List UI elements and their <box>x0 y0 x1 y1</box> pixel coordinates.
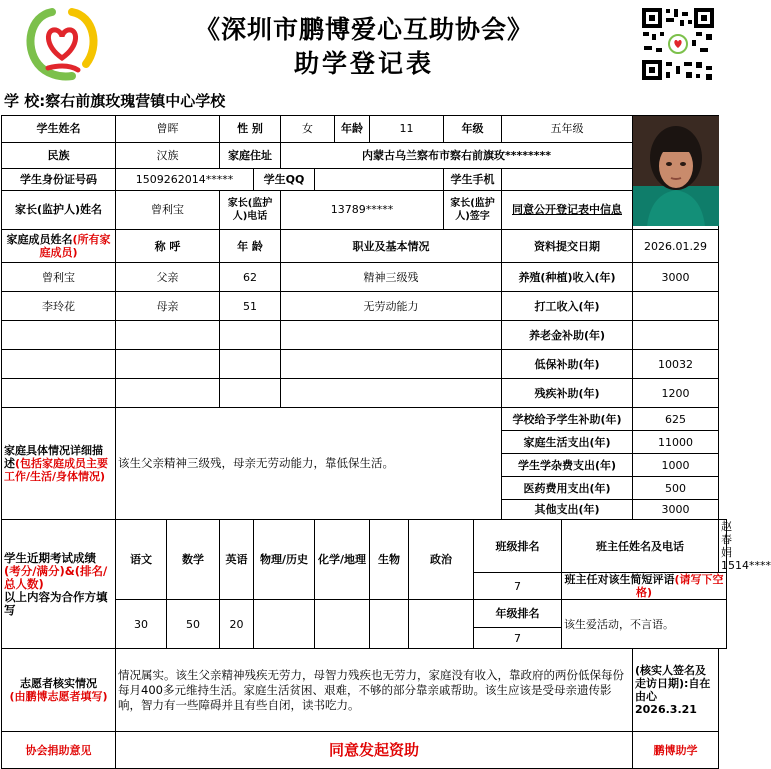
finance-value-7: 11000 <box>633 431 719 454</box>
member-relation-empty <box>116 379 220 408</box>
member-age: 51 <box>220 292 281 321</box>
volunteer-label <box>2 649 116 732</box>
class-rank-value: 7 <box>474 573 562 600</box>
consent-text: 同意公开登记表中信息 <box>502 190 633 229</box>
finance-label-1: 养殖(种植)收入(年) <box>502 263 633 292</box>
members-label-main: 家庭成员姓名 <box>6 233 73 246</box>
member-job: 无劳动能力 <box>281 292 502 321</box>
finance-value-6: 625 <box>633 408 719 431</box>
opinion-value: 同意发起资助 <box>116 732 633 769</box>
gender-label: 性 别 <box>220 116 281 143</box>
member-relation: 父亲 <box>116 263 220 292</box>
score-math: 50 <box>167 600 220 649</box>
finance-label-4: 低保补助(年) <box>502 350 633 379</box>
age-label: 年龄 <box>335 116 370 143</box>
member-name-empty <box>2 321 116 350</box>
subject-politics: 政治 <box>409 520 474 600</box>
school-line <box>4 90 225 111</box>
member-name-empty <box>2 379 116 408</box>
grade-rank-value: 7 <box>474 628 562 649</box>
member-relation-empty <box>116 321 220 350</box>
member-name-empty <box>2 350 116 379</box>
guardian-label: 家长(监护人)姓名 <box>2 190 116 229</box>
member-relation: 母亲 <box>116 292 220 321</box>
finance-label-7: 家庭生活支出(年) <box>502 431 633 454</box>
score-chinese: 30 <box>116 600 167 649</box>
member-job-empty <box>281 350 502 379</box>
members-label-note: (所有家庭成员) <box>39 233 111 259</box>
situation-label-note: (包括家庭成员主要工作/生活/身体情况) <box>4 457 109 483</box>
subject-biology: 生物 <box>370 520 409 600</box>
member-job-empty <box>281 379 502 408</box>
situation-text: 该生父亲精神三级残，母亲无劳动能力，靠低保生活。 <box>116 408 502 520</box>
finance-value-2 <box>633 292 719 321</box>
teacher-value: 赵春娟1514**** <box>719 520 727 573</box>
exam-label-main: 学生近期考试成绩 <box>4 550 96 565</box>
grade-rank-label: 年级排名 <box>474 600 562 628</box>
volunteer-sign-date: 2026.3.21 <box>635 703 697 716</box>
situation-label-main: 家庭具体情况详细描述 <box>4 444 103 470</box>
finance-value-10: 3000 <box>633 500 719 520</box>
student-name-label: 学生姓名 <box>2 116 116 143</box>
subject-physics-history: 物理/历史 <box>254 520 315 600</box>
registration-form <box>1 115 771 769</box>
id-label: 学生身份证号码 <box>2 168 116 190</box>
volunteer-sign-name: 自在由心 <box>635 677 711 703</box>
opinion-label: 协会捐助意见 <box>2 732 116 769</box>
student-photo-icon <box>633 116 719 226</box>
qq-value <box>315 168 444 190</box>
finance-label-9: 医药费用支出(年) <box>502 477 633 500</box>
phone-value <box>502 168 633 190</box>
grade-label: 年级 <box>444 116 502 143</box>
phone-label: 学生手机 <box>444 168 502 190</box>
address-value: 内蒙古乌兰察布市察右前旗玫******** <box>281 142 633 168</box>
exam-label <box>2 520 116 649</box>
finance-label-6: 学校给予学生补助(年) <box>502 408 633 431</box>
guardian-sign-label: 家长(监护人)签字 <box>444 190 502 229</box>
finance-value-8: 1000 <box>633 454 719 477</box>
student-photo <box>633 116 719 230</box>
finance-value-0: 2026.01.29 <box>633 230 719 263</box>
member-job-empty <box>281 321 502 350</box>
score-physics-history <box>254 600 315 649</box>
finance-label-0: 资料提交日期 <box>502 230 633 263</box>
gender-value: 女 <box>281 116 335 143</box>
score-politics <box>409 600 474 649</box>
member-age-empty <box>220 379 281 408</box>
member-name: 李玲花 <box>2 292 116 321</box>
header <box>0 0 728 88</box>
finance-label-8: 学生学杂费支出(年) <box>502 454 633 477</box>
score-biology <box>370 600 409 649</box>
guardian-phone: 13789***** <box>281 190 444 229</box>
subject-chinese: 语文 <box>116 520 167 600</box>
subject-english: 英语 <box>220 520 254 600</box>
school-label: 学 校: <box>4 92 46 110</box>
finance-label-2: 打工收入(年) <box>502 292 633 321</box>
qq-label: 学生QQ <box>254 168 315 190</box>
subject-chemistry-geography: 化学/地理 <box>315 520 370 600</box>
member-age-empty <box>220 350 281 379</box>
guardian-name: 曾利宝 <box>116 190 220 229</box>
student-name: 曾晖 <box>116 116 220 143</box>
volunteer-label-note: (由鹏博志愿者填写) <box>9 690 108 703</box>
volunteer-sign-label: (核实人签名及走访日期): <box>635 664 707 690</box>
teacher-label: 班主任姓名及电话 <box>562 520 719 573</box>
school-name: 察右前旗玫瑰营镇中心学校 <box>45 92 226 110</box>
age-header: 年 龄 <box>220 230 281 263</box>
class-rank-label: 班级排名 <box>474 520 562 573</box>
volunteer-label-main: 志愿者核实情况 <box>20 677 97 690</box>
member-name: 曾利宝 <box>2 263 116 292</box>
exam-label-note: (考分/满分)&(排名/总人数) <box>4 563 108 591</box>
org-name: 鹏博助学 <box>633 732 719 769</box>
finance-label-10: 其他支出(年) <box>502 500 633 520</box>
comment-label-main: 班主任对该生简短评语 <box>564 573 675 586</box>
document-title: 《深圳市鹏博爱心互助协会》 <box>194 15 533 44</box>
guardian-phone-label: 家长(监护人)电话 <box>220 190 281 229</box>
ethnicity-label: 民族 <box>2 142 116 168</box>
volunteer-text: 情况属实。该生父亲精神残疾无劳力，母智力残疾也无劳力，家庭没有收入，靠政府的两份低保每份每月400多元维持生活。家庭生活贫困、艰难，不够的部分靠亲戚帮助。该生应该是受母亲遗传影响，智力有一些障碍并且有些自闭，读书吃力。 <box>116 649 633 732</box>
member-job: 精神三级残 <box>281 263 502 292</box>
finance-label-3: 养老金补助(年) <box>502 321 633 350</box>
member-relation-empty <box>116 350 220 379</box>
id-value: 1509262014***** <box>116 168 254 190</box>
age-value: 11 <box>370 116 444 143</box>
comment-label <box>562 573 727 600</box>
job-header: 职业及基本情况 <box>281 230 502 263</box>
teacher-comment: 该生爱活动，不言语。 <box>562 600 727 649</box>
ethnicity-value: 汉族 <box>116 142 220 168</box>
members-label <box>2 230 116 263</box>
member-age: 62 <box>220 263 281 292</box>
document-subtitle: 助学登记表 <box>293 49 434 78</box>
grade-value: 五年级 <box>502 116 633 143</box>
finance-value-5: 1200 <box>633 379 719 408</box>
finance-value-1: 3000 <box>633 263 719 292</box>
volunteer-sign <box>633 649 719 732</box>
qr-code-icon <box>640 6 716 82</box>
member-age-empty <box>220 321 281 350</box>
subject-math: 数学 <box>167 520 220 600</box>
score-chemistry-geography <box>315 600 370 649</box>
relation-header: 称 呼 <box>116 230 220 263</box>
finance-value-9: 500 <box>633 477 719 500</box>
finance-label-5: 残疾补助(年) <box>502 379 633 408</box>
situation-label <box>2 408 116 520</box>
finance-value-4: 10032 <box>633 350 719 379</box>
score-english: 20 <box>220 600 254 649</box>
comment-label-note: (请写下空格) <box>635 573 724 599</box>
finance-value-3 <box>633 321 719 350</box>
exam-label-filler: 以上内容为合作方填写 <box>4 589 108 617</box>
address-label: 家庭住址 <box>220 142 281 168</box>
